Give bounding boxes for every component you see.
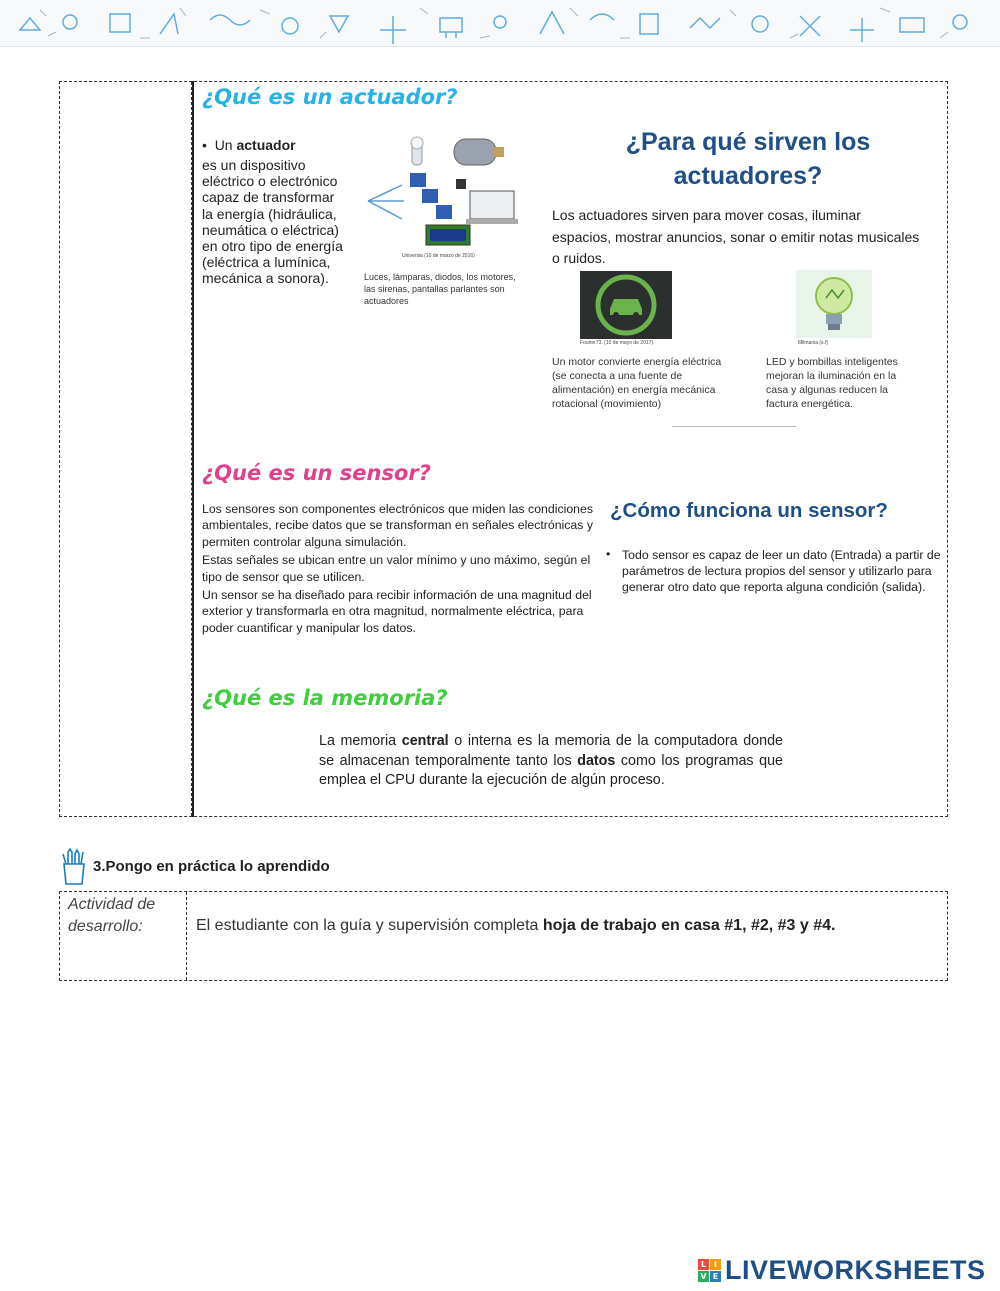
electric-car-image	[580, 271, 672, 339]
activity-table	[59, 891, 948, 981]
divider-line	[672, 426, 796, 427]
logo-live-blocks: L I V E	[698, 1259, 721, 1282]
memory-description: La memoria central o interna es la memoria de la computadora donde se almacenan temporalmente tanto los datos como los programas que emplea el CPU durante la ejecución de algún proceso.	[319, 733, 783, 788]
bullet-dot: •	[202, 137, 215, 153]
actuator-bullet: • Un actuador	[202, 137, 296, 153]
bullet-dot: •	[606, 547, 611, 561]
how-sensor-heading: ¿Cómo funciona un sensor?	[610, 499, 888, 522]
car-image-credit: Fourier73. (10 de mayo de 2017)	[580, 340, 654, 346]
pencil-cup-icon	[60, 848, 88, 886]
activity-label: Actividad de desarrollo:	[68, 896, 156, 935]
logo-text: LIVEWORKSHEETS	[725, 1255, 986, 1285]
content-panel	[192, 81, 946, 817]
bulb-caption: LED y bombillas inteligentes mejoran la iluminación en la casa y algunas reducen la factura energética.	[766, 356, 898, 410]
actuator-components-image	[362, 133, 522, 251]
decorative-banner	[0, 0, 1000, 47]
sensor-description: Los sensores son componentes electrónicos que miden las condiciones ambientales, recibe datos que se transforman en señales electrónicas y permiten controlar alguna simulación. Estas señales se ubican entre un valor mínimo y uno máximo, según el tipo de sensor que se utilicen. Un sensor se ha diseñado para recibir información de una magnitud del exterior y transformarla en otra magnitud, normalmente eléctrica, para poder cuantificar y manipular los datos.	[202, 502, 593, 635]
how-sensor-text: • Todo sensor es capaz de leer un dato (Entrada) a partir de parámetros de lectura propios del sensor y utilizarlo para generar otro dato que reporta alguna condición (salida).	[606, 547, 941, 594]
actuator-definition: es un dispositivo eléctrico o electrónico capaz de transformar la energía (hidráulica, neumática o eléctrica) en otro tipo de energía (eléctrica a lumínica, mecánica a sonora).	[202, 157, 343, 287]
sensor-heading: ¿Qué es un sensor?	[202, 461, 431, 485]
bulb-image-credit: Milmania (s.f)	[798, 340, 829, 346]
practice-title: 3.Pongo en práctica lo aprendido	[93, 858, 330, 875]
smart-bulb-image	[796, 270, 872, 338]
activity-description: El estudiante con la guía y supervisión completa hoja de trabajo en casa #1, #2, #3 y #4.	[196, 917, 836, 934]
actuator-image-credit: Universia (10 de marzo de 2016)	[402, 253, 475, 259]
activity-separator	[186, 892, 187, 980]
content-table-left-column	[60, 82, 192, 816]
uses-body: Los actuadores sirven para mover cosas, iluminar espacios, mostrar anuncios, sonar o emitir notas musicales o ruidos.	[552, 207, 920, 266]
uses-heading: ¿Para qué sirven los actuadores?	[625, 128, 871, 190]
actuator-heading: ¿Qué es un actuador?	[202, 85, 458, 109]
practice-section-header	[60, 848, 330, 890]
car-caption: Un motor convierte energía eléctrica (se conecta a una fuente de alimentación) en energía mecánica rotacional (movimiento)	[552, 356, 722, 410]
actuator-image-caption: Luces, lámparas, diodos, los motores, las sirenas, pantallas parlantes son actuadores	[364, 272, 516, 306]
liveworksheets-logo[interactable]	[698, 1255, 986, 1286]
memory-heading: ¿Qué es la memoria?	[202, 686, 448, 710]
